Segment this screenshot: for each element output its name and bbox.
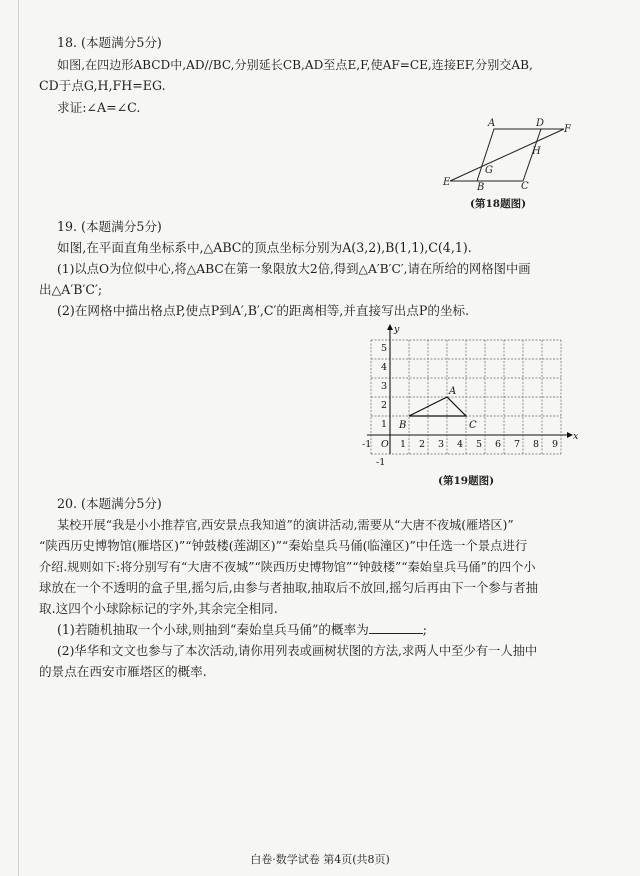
label-c: C (521, 181, 529, 192)
page-edge (18, 0, 19, 876)
y-tick-label: -1 (376, 457, 386, 468)
q20-part2-line2: 的景点在西安市雁塔区的概率. (39, 664, 207, 679)
q18-header: 18. (本题满分5分) (57, 35, 162, 50)
y-tick-label: 4 (381, 362, 388, 373)
q20-line5: 取.这四个小球除标记的字外,其余完全相同. (39, 601, 278, 616)
q20-part1 (57, 620, 427, 640)
q20-line3: 介绍.规则如下:将分别写有“大唐不夜城”“陕西历史博物馆”“钟鼓楼”“秦始皇兵马俑”的四个小 (39, 560, 536, 574)
y-axis-label: y (394, 324, 400, 335)
point-label-c: C (469, 420, 477, 431)
x-tick-label: 8 (533, 439, 540, 450)
q18-line2: CD于点G,H,FH=EG. (39, 78, 166, 93)
x-tick-label: 1 (400, 439, 407, 450)
q19-figure-caption: (第19题图) (438, 475, 495, 487)
y-tick-label: 1 (381, 419, 388, 430)
page-footer: 白卷·数学试卷 第4页(共8页) (250, 853, 390, 866)
segment-ef (450, 129, 564, 181)
x-tick-label: 7 (514, 439, 521, 450)
answer-blank (369, 621, 423, 634)
q20-header: 20. (本题满分5分) (57, 496, 162, 511)
label-g: G (485, 165, 493, 176)
x-tick-label: 5 (476, 439, 483, 450)
y-tick-label: 3 (381, 381, 388, 392)
point-label-b: B (399, 420, 407, 431)
x-tick-label: O (381, 439, 389, 450)
x-tick-label: 9 (552, 439, 559, 450)
x-tick-label: 6 (495, 439, 502, 450)
x-tick-label: 4 (457, 439, 464, 450)
q19-line3: 出△A′B′C′; (39, 282, 103, 297)
q20-part1-text: (1)若随机抽取一个小球,则抽到“秦始皇兵马俑”的概率为 (57, 622, 369, 637)
q19-coordinate-grid (350, 322, 580, 472)
label-d: D (536, 118, 545, 129)
y-tick-label: 2 (381, 400, 388, 411)
label-h: H (532, 146, 541, 157)
label-e: E (443, 177, 451, 188)
x-tick-label: 3 (438, 439, 445, 450)
q20-line2: “陕西历史博物馆(雁塔区)”“钟鼓楼(莲湖区)”“秦始皇兵马俑(临潼区)”中任选一个景点进行 (39, 538, 528, 553)
triangle-abc (409, 397, 466, 416)
q19-line2: (1)以点O为位似中心,将△ABC在第一象限放大2倍,得到△A′B′C′,请在所给的网格图中画 (57, 262, 531, 276)
q20-line1: 某校开展“我是小小推荐官,西安景点我知道”的演讲活动,需要从“大唐不夜城(雁塔区)” (57, 518, 514, 532)
point-label-a: A (449, 386, 457, 397)
q20-line4: 球放在一个不透明的盒子里,摇匀后,由参与者抽取,抽取后不放回,摇匀后再由下一个参与者抽 (39, 580, 538, 595)
q18-figure-caption: (第18题图) (470, 198, 527, 210)
x-tick-label: -1 (362, 439, 372, 450)
q19-line1: 如图,在平面直角坐标系中,△ABC的顶点坐标分别为A(3,2),B(1,1),C(4,1). (57, 240, 472, 255)
label-b: B (477, 182, 485, 192)
label-a: A (488, 118, 496, 129)
label-f: F (564, 124, 571, 135)
q18-figure (440, 112, 580, 192)
q18-line1: 如图,在四边形ABCD中,AD//BC,分别延长CB,AD至点E,F,使AF=CE,连接EF,分别交AB, (57, 58, 533, 72)
q19-header: 19. (本题满分5分) (57, 219, 162, 234)
y-tick-label: 5 (381, 343, 388, 354)
q18-line3: 求证:∠A=∠C. (57, 100, 141, 115)
x-axis-label: x (573, 431, 579, 442)
q19-line4: (2)在网格中描出格点P,使点P到A′,B′,C′的距离相等,并直接写出点P的坐标. (57, 303, 470, 318)
q20-part2-line1: (2)华华和文文也参与了本次活动,请你用列表或画树状图的方法,求两人中至少有一人抽中 (57, 644, 538, 658)
x-tick-label: 2 (419, 439, 426, 450)
y-axis-arrow (387, 324, 393, 330)
q20-part1-end: ; (422, 622, 428, 637)
